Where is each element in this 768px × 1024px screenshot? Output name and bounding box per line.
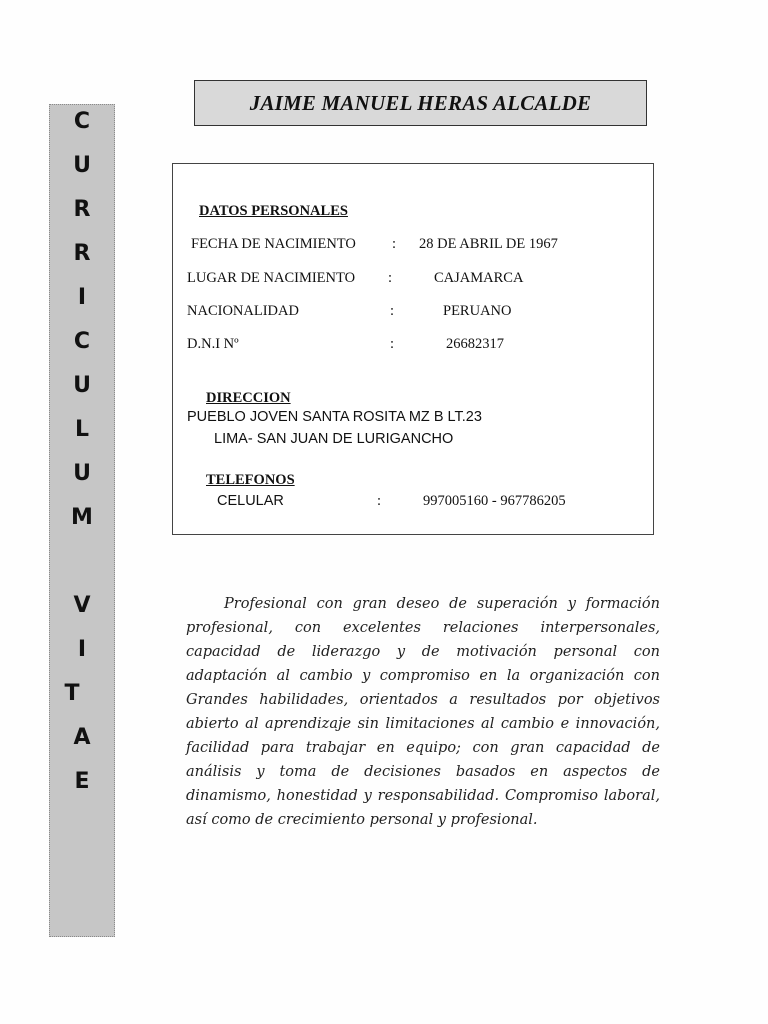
sidebar-letter: C: [73, 329, 91, 354]
sidebar-letter: E: [74, 769, 90, 794]
sidebar-letter: R: [73, 197, 91, 222]
sidebar-letter: L: [74, 417, 90, 442]
birth-date-value: 28 DE ABRIL DE 1967: [419, 236, 558, 252]
telefonos-heading: TELEFONOS: [206, 472, 295, 488]
personal-info-box: [172, 163, 654, 535]
sidebar-letter: A: [73, 725, 91, 750]
profile-summary: Profesional con gran deseo de superación y formación profesional, con excelentes relaciones interpersonales, capacidad de liderazgo y de motivación personal con adaptación al cambio y compromiso en la organización con Grandes habilidades, orientados a resultados por objetivos abierto al aprendizaje sin limitaciones al cambio e innovación, facilidad para trabajar en equipo; con gran capacidad de análisis y toma de decisiones basados en aspectos de dinamismo, honestidad y responsabilidad. Compromiso laboral, así como de crecimiento personal y profesional.: [186, 596, 660, 828]
birth-place-value: CAJAMARCA: [434, 270, 524, 286]
sidebar-letter: I: [77, 285, 87, 310]
celular-label: CELULAR: [217, 493, 284, 509]
person-name: JAIME MANUEL HERAS ALCALDE: [249, 90, 592, 115]
dni-separator: :: [390, 336, 395, 352]
sidebar-letter: C: [73, 109, 91, 134]
dni-value: 26682317: [446, 336, 504, 352]
nationality-value: PERUANO: [443, 303, 512, 319]
name-header: [194, 80, 647, 126]
datos-personales-heading: DATOS PERSONALES: [199, 203, 348, 219]
address-line-1: PUEBLO JOVEN SANTA ROSITA MZ B LT.23: [187, 409, 482, 425]
curriculum-vitae-sidebar: [49, 104, 115, 937]
birth-date-label: FECHA DE NACIMIENTO: [191, 236, 356, 252]
dni-label: D.N.I Nº: [187, 336, 239, 352]
sidebar-letter: M: [71, 505, 93, 530]
sidebar-letter: T: [64, 681, 80, 706]
sidebar-letter: R: [73, 241, 91, 266]
celular-separator: :: [377, 493, 382, 509]
birth-place-separator: :: [388, 270, 393, 286]
address-line-2: LIMA- SAN JUAN DE LURIGANCHO: [214, 431, 454, 447]
direccion-heading: DIRECCION: [206, 390, 291, 406]
sidebar-letter: U: [73, 461, 91, 486]
sidebar-letter: U: [73, 153, 91, 178]
sidebar-letter: U: [73, 373, 91, 398]
sidebar-letter: V: [73, 593, 91, 618]
nationality-separator: :: [390, 303, 395, 319]
birth-date-separator: :: [392, 236, 397, 252]
celular-value: 997005160 - 967786205: [423, 493, 566, 509]
birth-place-label: LUGAR DE NACIMIENTO: [187, 270, 356, 286]
nationality-label: NACIONALIDAD: [187, 303, 299, 319]
sidebar-letter: I: [77, 637, 87, 662]
